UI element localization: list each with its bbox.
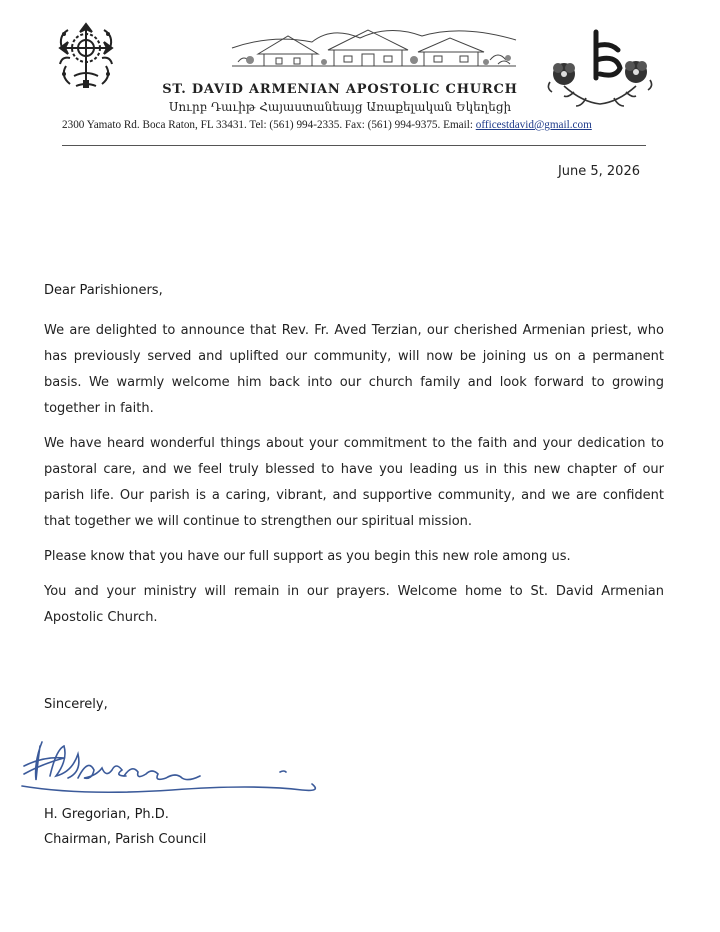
paragraph-1: We are delighted to announce that Rev. Fr. Aved Terzian, our cherished Armenian priest, who has previously served and uplifted our community, will now be joining us on a permanent basis. We warmly welcome him back into our church family and look forward to growing together in faith. — [44, 323, 664, 416]
armenian-cross-icon — [50, 18, 122, 94]
handwritten-signature — [20, 736, 330, 800]
paragraph-2: We have heard wonderful things about your commitment to the faith and your dedication to pastoral care, and we feel truly blessed to have you leading us in this new chapter of our parish life. Our parish is a caring, vibrant, and supportive community, and we are confident that together we will continue to strengthen our spiritual mission. — [44, 436, 664, 529]
contact-line — [62, 119, 662, 131]
church-name-armenian: Սուրբ Դաւիթ Հայաստանեայց Առաքելական Եկեղեցի — [168, 100, 512, 114]
greeting: Dear Parishioners, — [44, 283, 163, 298]
church-name: ST. DAVID ARMENIAN APOSTOLIC CHURCH — [162, 82, 518, 97]
address-text: 2300 Yamato Rd. Boca Raton, FL 33431. Tel: (561) 994-2335. Fax: (561) 994-9375. Email: — [62, 119, 476, 131]
letter-date: June 5, 2026 — [557, 164, 640, 179]
email-link[interactable]: officestdavid@gmail.com — [475, 119, 592, 131]
signer-name: H. Gregorian, Ph.D. — [44, 807, 169, 822]
paragraph-3: Please know that you have our full support as you begin this new role among us. — [44, 549, 571, 564]
letter-body — [44, 318, 664, 640]
closing: Sincerely, — [44, 697, 108, 712]
letterhead-divider — [62, 145, 646, 146]
letterhead — [0, 0, 720, 150]
signer-title: Chairman, Parish Council — [44, 832, 207, 847]
church-building-drawing — [228, 18, 520, 70]
paragraph-4: You and your ministry will remain in our prayers. Welcome home to St. David Armenian Apostolic Church. — [44, 584, 664, 625]
armenian-letter-flowers-icon — [544, 26, 656, 112]
